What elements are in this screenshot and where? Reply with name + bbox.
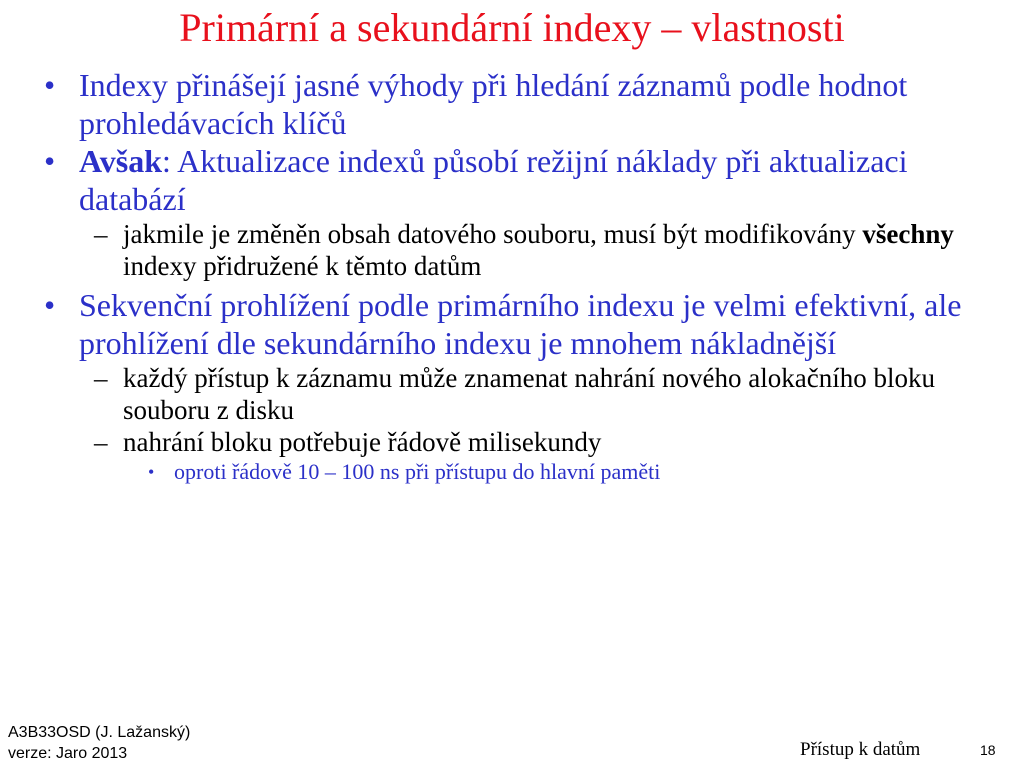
footer-course-line-2: verze: Jaro 2013: [8, 745, 128, 762]
dash-marker: –: [94, 427, 108, 457]
dash-marker: –: [94, 219, 108, 249]
footer-page-number: 18: [980, 742, 996, 758]
bullet-2-bold: Avšak: [79, 143, 162, 179]
footer-topic: Přístup k datům: [800, 739, 921, 760]
bullet-3-text: Sekvenční prohlížení podle primárního indexu je velmi efektivní, ale prohlížení dle sekundárního indexu je mnohem nákladnější: [79, 287, 962, 361]
bullet-1: [0, 66, 999, 142]
footer-course-line-1: A3B33OSD (J. Lažanský): [8, 724, 191, 741]
sub-sub-bullet-3-2-1: [0, 458, 994, 486]
bullet-2: [0, 142, 999, 218]
bullet-2-text: : Aktualizace indexů působí režijní náklady při aktualizaci databází: [79, 143, 908, 217]
slide-title: Primární a sekundární indexy – vlastnosti: [179, 5, 845, 50]
slide-content: [0, 66, 1024, 486]
bullet-marker: •: [44, 67, 56, 103]
bullet-marker: •: [148, 462, 155, 482]
sub-bullet-3-1-text: každý přístup k záznamu může znamenat nahrání nového alokačního bloku souboru z disku: [123, 363, 935, 425]
dash-marker: –: [94, 363, 108, 393]
sub-bullet-2-1: [0, 218, 983, 282]
sub-bullet-3-2: [0, 426, 983, 458]
sub-bullet-3-2-text: nahrání bloku potřebuje řádově milisekundy: [123, 427, 602, 457]
footer-course-info: [8, 722, 190, 764]
sub-sub-bullet-3-2-1-text: oproti řádově 10 – 100 ns při přístupu do hlavní paměti: [174, 459, 661, 484]
sub-bullet-2-1-before: jakmile je změněn obsah datového souboru, musí být modifikovány: [123, 219, 863, 249]
bullet-marker: •: [44, 287, 56, 323]
bullet-3: [0, 286, 999, 362]
sub-bullet-3-1: [0, 362, 983, 426]
bullet-marker: •: [44, 143, 56, 179]
sub-bullet-2-1-after: indexy přidružené k těmto datům: [123, 251, 482, 281]
bullet-1-text: Indexy přinášejí jasné výhody při hledání záznamů podle hodnot prohledávacích klíčů: [79, 67, 908, 141]
sub-bullet-2-1-bold: všechny: [862, 219, 954, 249]
